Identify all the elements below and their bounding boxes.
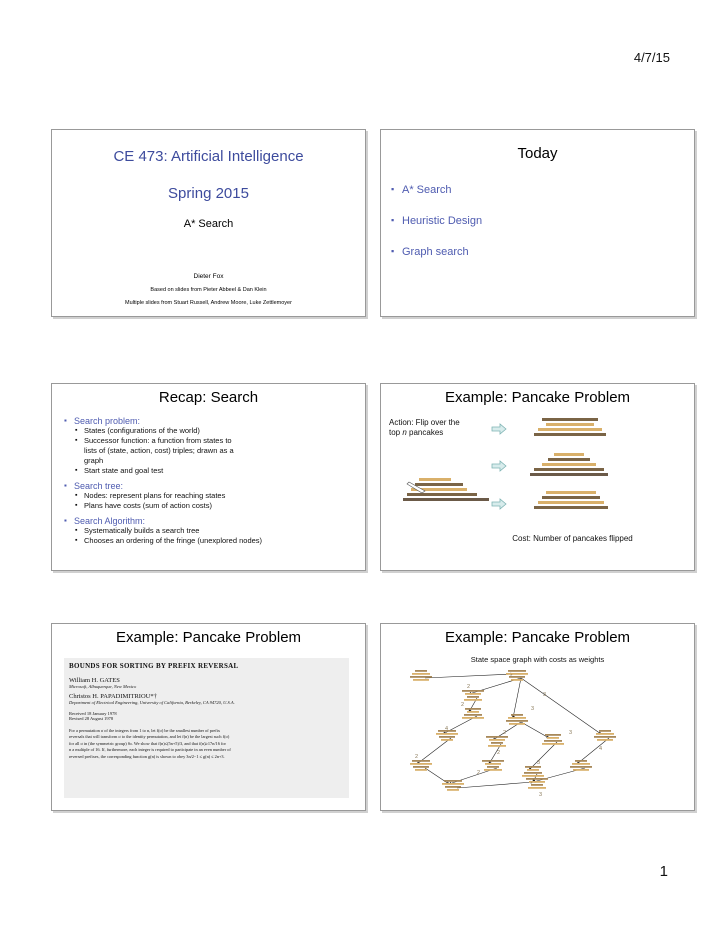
paper-author-1: William H. GATES (69, 677, 120, 684)
abstract-line: for all σ in (the symmetric group) Sₙ. We show that f(n)≤(5n+5)/3, and that f(n)≥17n/16 for (69, 740, 226, 746)
agenda-item: ▪ A* Search (391, 184, 482, 215)
slide-state-space-graph (380, 623, 695, 811)
pancake-state-node (506, 670, 528, 681)
abstract-line: For a permutation σ of the integers from 1 to n, let f(σ) be the smallest number of prefix (69, 728, 221, 733)
credit-line-1: Based on slides from Pieter Abbeel & Dan Klein (150, 287, 267, 293)
term: Spring 2015 (168, 185, 249, 202)
agenda-item: ▪ Graph search (391, 246, 482, 277)
pancake-state-node (462, 690, 484, 701)
pancake-stack-result-2 (530, 453, 608, 476)
slide-heading: Today (517, 145, 558, 162)
paper-affiliation-2: Department of Electrical Engineering, University of California, Berkeley, CA 94720, U.S.A. (69, 700, 235, 705)
pancake-stack-result-1 (534, 418, 606, 436)
bullet-item: ▪ Systematically builds a search tree (64, 526, 359, 536)
edge-weight-label: 4 (445, 726, 449, 732)
paper-received: Received 18 January 1978 (69, 711, 117, 716)
edge-weight-label: 2 (415, 754, 419, 760)
slide-heading: Example: Pancake Problem (444, 629, 631, 646)
bullet-heading: ▪ Search problem: (64, 416, 359, 426)
bullet-item: ▪ Nodes: represent plans for reaching states (64, 491, 359, 501)
topic: A* Search (183, 218, 234, 230)
edge-weight-label: 3 (569, 730, 573, 736)
bullet-item: ▪ Start state and goal test (64, 466, 359, 476)
pancake-state-node (442, 780, 464, 791)
pancake-state-node (410, 760, 432, 771)
slide-heading: Example: Pancake Problem (444, 389, 631, 406)
edge-weight-label: 3 (531, 706, 535, 712)
graph-edge (425, 674, 513, 678)
abstract-line: reversed prefixes, the corresponding function g(n) is shown to obey 3n/2−1 ≤ g(n) ≤ 2n+3. (69, 753, 225, 759)
slide-heading: Recap: Search (158, 389, 259, 406)
recap-bullets (64, 414, 359, 546)
slide-heading: Example: Pancake Problem (115, 629, 302, 646)
action-suffix: pancakes (406, 428, 444, 437)
abstract-line: n a multiple of 16. If, furthermore, each integer is required to participate in an even number of (69, 747, 231, 753)
edge-weight-label: 2 (467, 684, 471, 690)
edge-weight-label: 2 (461, 702, 465, 708)
edge-weight-label: 2 (477, 770, 481, 776)
credit-line-2: Multiple slides from Stuart Russell, Andrew Moore, Luke Zettlemoyer (125, 300, 292, 306)
slide-pancake-problem (380, 383, 695, 571)
action-line-1: Action: Flip over the (389, 418, 460, 427)
paper-excerpt (64, 658, 349, 798)
paper-abstract (69, 728, 344, 760)
paper-affiliation-1: Microsoft, Albuquerque, New Mexico (69, 684, 137, 689)
page-date: 4/7/15 (633, 50, 670, 65)
state-space-graph (381, 624, 694, 810)
abstract-line: reversals that will transform σ to the identity permutation, and let f(n) be the largest such f(σ) (69, 734, 230, 740)
paper-author-2: Christos H. PAPADIMITRIOU*† (69, 693, 157, 700)
page-number: 1 (659, 863, 668, 880)
flip-arrow-icon (492, 424, 506, 509)
slide-today (380, 129, 695, 317)
bullet-heading: ▪ Search tree: (64, 481, 359, 491)
action-variable: n (402, 428, 407, 437)
slide-title (51, 129, 366, 317)
edge-weight-label: 2 (503, 730, 507, 736)
bullet-item: ▪ Chooses an ordering of the fringe (unexplored nodes) (64, 536, 359, 546)
edge-weight-label: 3 (537, 760, 541, 766)
agenda-list (391, 184, 482, 277)
pancake-state-node (522, 766, 544, 777)
pancake-state-node (462, 708, 484, 719)
pancake-state-node (506, 714, 528, 725)
paper-revised: Revised 28 August 1978 (69, 716, 114, 721)
paper-title: BOUNDS FOR SORTING BY PREFIX REVERSAL (69, 662, 239, 670)
pancake-state-node (570, 760, 592, 771)
pancake-state-node (410, 670, 432, 681)
pancake-state-node (486, 736, 508, 747)
pancake-state-node (482, 760, 504, 771)
edge-weight-label: 3 (543, 692, 547, 698)
edge-weight-label: 2 (497, 750, 501, 756)
edge-weight-label: 3 (539, 792, 543, 798)
bullet-heading: ▪ Search Algorithm: (64, 516, 359, 526)
slide-recap-search (51, 383, 366, 571)
course-title: CE 473: Artificial Intelligence (113, 148, 304, 165)
author: Dieter Fox (193, 273, 224, 280)
graph-edge (513, 678, 521, 718)
graph-edge (457, 782, 533, 788)
bullet-item: ▪ Plans have costs (sum of action costs) (64, 501, 359, 511)
action-prefix: top (389, 428, 403, 437)
slide-pancake-paper (51, 623, 366, 811)
graph-edge (529, 742, 557, 770)
edge-weight-label: 4 (599, 746, 603, 752)
graph-subtitle: State space graph with costs as weights (470, 655, 605, 664)
pancake-stack-initial (403, 478, 489, 501)
bullet-item: ▪ Successor function: a function from states to lists of (state, action, cost) triples; drawn as a graph (64, 436, 359, 466)
pancake-state-node (542, 734, 564, 745)
bullet-item: ▪ States (configurations of the world) (64, 426, 359, 436)
cost-label: Cost: Number of pancakes flipped (512, 534, 633, 543)
agenda-item: ▪ Heuristic Design (391, 215, 482, 246)
graph-edge (521, 722, 549, 738)
pancake-stack-result-3 (534, 491, 608, 509)
pancake-state-node (526, 778, 548, 789)
